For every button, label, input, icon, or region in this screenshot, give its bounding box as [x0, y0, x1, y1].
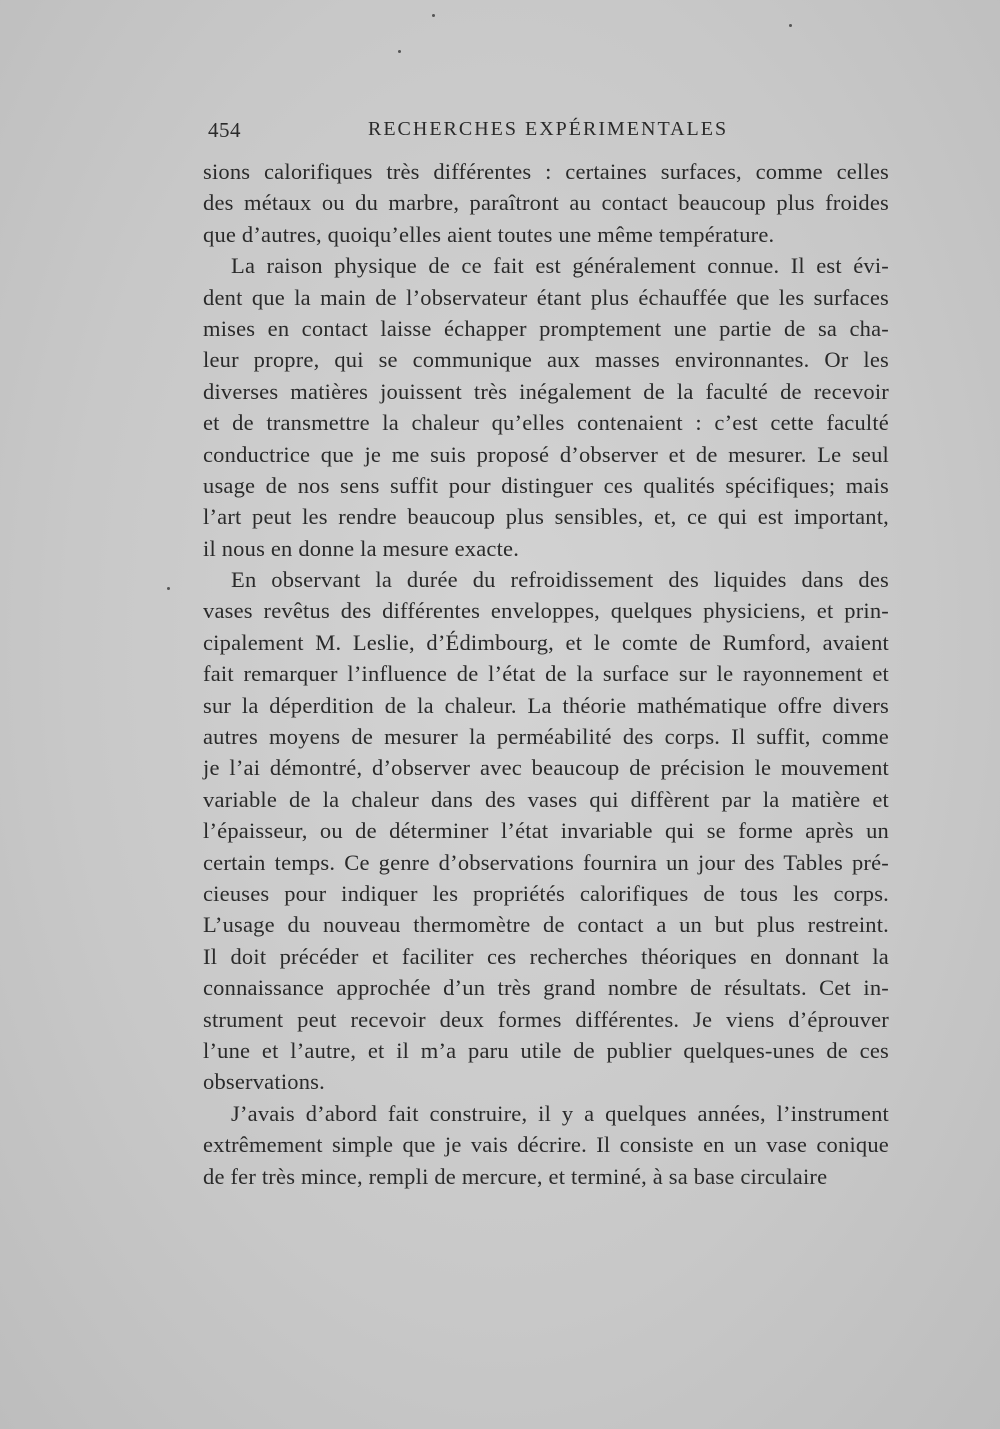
body-text [203, 156, 889, 1192]
text-line: extrêmement simple que je vais décrire. Il consiste en un vase conique [203, 1132, 889, 1158]
text-line: je l’ai démontré, d’observer avec beaucoup de précision le mouvement [203, 755, 889, 781]
text-line: mises en contact laisse échapper promptement une partie de sa cha- [203, 315, 889, 341]
text-line: conductrice que je me suis proposé d’observer et de mesurer. Le seul [203, 441, 889, 467]
paper-speck [398, 50, 401, 53]
text-line: de fer très mince, rempli de mercure, et terminé, à sa base circulaire [203, 1163, 828, 1189]
text-line: usage de nos sens suffit pour distinguer ces qualités spécifiques; mais [203, 472, 889, 498]
text-line: vases revêtus des différentes enveloppes, quelques physiciens, et prin- [203, 598, 889, 624]
text-line: autres moyens de mesurer la perméabilité des corps. Il suffit, comme [203, 724, 889, 750]
text-line: observations. [203, 1069, 325, 1095]
text-line: l’une et l’autre, et il m’a paru utile de publier quelques-unes de ces [203, 1037, 889, 1063]
text-line: connaissance approchée d’un très grand nombre de résultats. Cet in- [203, 975, 889, 1001]
text-line: Il doit précéder et faciliter ces recherches théoriques en donnant la [203, 943, 889, 969]
text-line: variable de la chaleur dans des vases qui diffèrent par la matière et [203, 786, 889, 812]
text-line: leur propre, qui se communique aux masses environnantes. Or les [203, 347, 889, 373]
text-line: En observant la durée du refroidissement des liquides dans des [231, 567, 889, 593]
text-line: L’usage du nouveau thermomètre de contact a un but plus restreint. [203, 912, 889, 938]
page-number: 454 [208, 118, 241, 142]
text-line: il nous en donne la mesure exacte. [203, 535, 520, 561]
running-title: RECHERCHES EXPÉRIMENTALES [368, 118, 729, 140]
text-line: strument peut recevoir deux formes différentes. Je viens d’éprouver [203, 1006, 889, 1032]
paper-speck [167, 587, 170, 590]
text-line: cieuses pour indiquer les propriétés calorifiques de tous les corps. [203, 880, 889, 906]
paragraph [203, 156, 889, 250]
text-line: des métaux ou du marbre, paraîtront au contact beaucoup plus froides [203, 190, 889, 216]
text-line: dent que la main de l’observateur étant plus échauffée que les surfaces [203, 284, 889, 310]
text-line: sur la déperdition de la chaleur. La théorie mathématique offre divers [203, 692, 889, 718]
text-line: J’avais d’abord fait construire, il y a quelques années, l’instrument [231, 1100, 889, 1126]
text-line: certain temps. Ce genre d’observations fournira un jour des Tables pré- [203, 849, 889, 875]
text-line: l’épaisseur, ou de déterminer l’état invariable qui se forme après un [203, 818, 889, 844]
text-line: La raison physique de ce fait est généralement connue. Il est évi- [231, 253, 889, 279]
paragraph [203, 250, 889, 564]
paragraph [203, 1098, 889, 1192]
text-line: sions calorifiques très différentes : certaines surfaces, comme celles [203, 159, 889, 184]
text-line: l’art peut les rendre beaucoup plus sensibles, et, ce qui est important, [203, 504, 889, 530]
page-header [208, 118, 888, 148]
paragraph [203, 564, 889, 1098]
text-line: que d’autres, quoiqu’elles aient toutes une même température. [203, 221, 775, 247]
text-line: diverses matières jouissent très inégalement de la faculté de recevoir [203, 378, 889, 404]
text-line: et de transmettre la chaleur qu’elles contenaient : c’est cette faculté [203, 410, 889, 436]
paper-speck [432, 14, 435, 17]
text-line: cipalement M. Leslie, d’Édimbourg, et le comte de Rumford, avaient [203, 629, 889, 655]
paper-speck [789, 24, 792, 27]
text-line: fait remarquer l’influence de l’état de la surface sur le rayonnement et [203, 661, 889, 687]
